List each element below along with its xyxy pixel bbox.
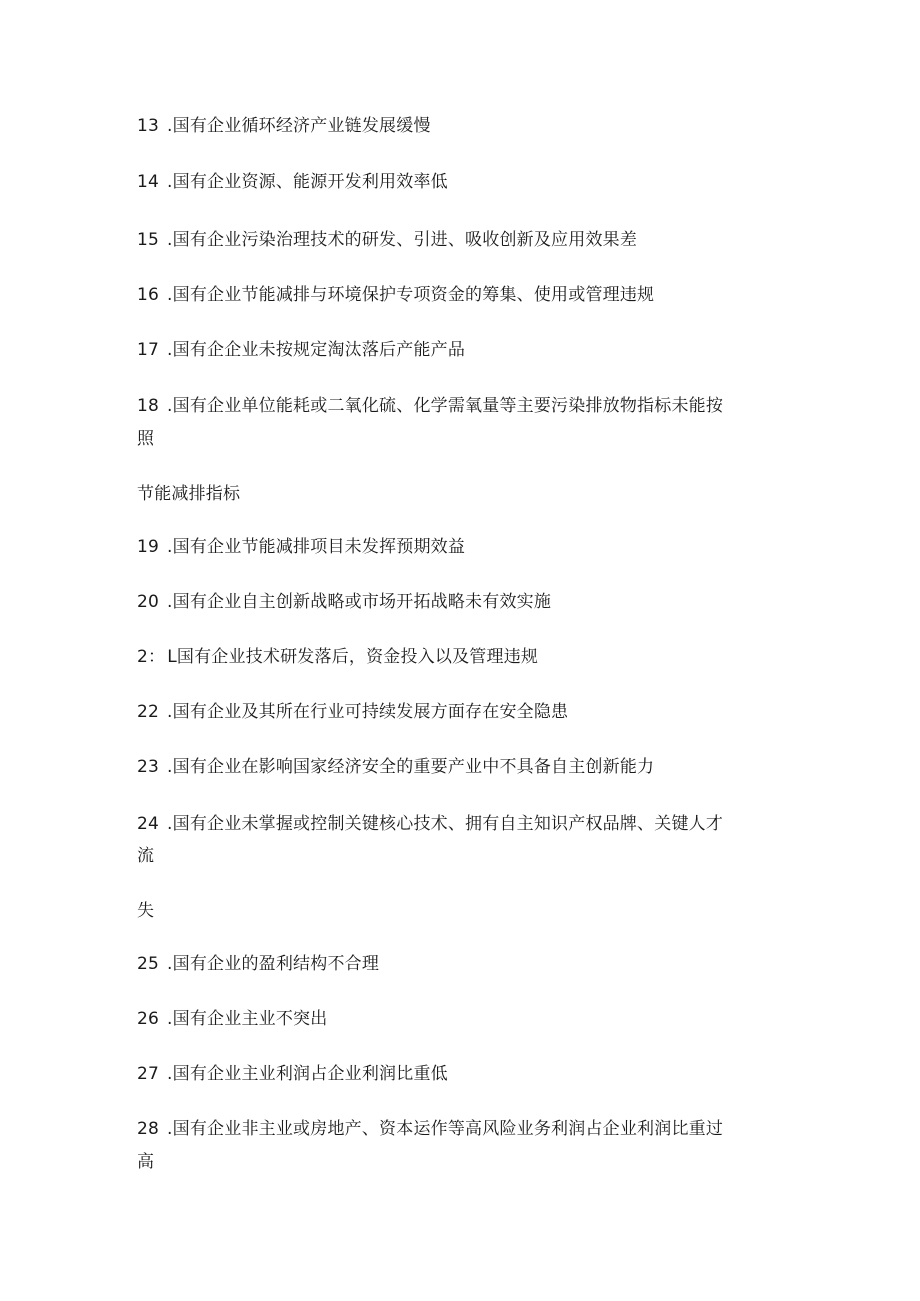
- item-separator: .: [167, 537, 173, 557]
- list-item-21: [137, 646, 538, 668]
- item-number: 26: [137, 1009, 160, 1029]
- item-separator: .: [167, 230, 173, 250]
- item-separator: .: [167, 954, 173, 974]
- item-separator: .: [167, 340, 173, 360]
- item-text: 国有企业资源、能源开发利用效率低: [172, 172, 448, 192]
- item-number: 17: [137, 340, 160, 360]
- list-item-25: [137, 953, 379, 975]
- item-separator: .: [167, 1064, 173, 1084]
- item-number: 27: [137, 1064, 160, 1084]
- item-text: 国有企业污染治理技术的研发、引进、吸收创新及应用效果差: [172, 230, 638, 250]
- item-text: 国有企业非主业或房地产、资本运作等高风险业务利润占企业利润比重过: [172, 1119, 724, 1139]
- list-item-27: [137, 1063, 448, 1085]
- item-text: 国有企业循环经济产业链发展缓慢: [172, 116, 431, 136]
- item-text: 国有企业主业不突出: [172, 1009, 328, 1029]
- item-number: 23: [137, 757, 160, 777]
- list-item-15: [137, 229, 637, 251]
- item-separator: L: [167, 647, 177, 667]
- list-item-24: [137, 813, 723, 835]
- item-number: 2：: [137, 647, 166, 667]
- item-text: 国有企业自主创新战略或市场开拓战略未有效实施: [172, 592, 552, 612]
- item-number: 20: [137, 592, 160, 612]
- item-separator: .: [167, 396, 173, 416]
- item-text: 国有企企业未按规定淘汰落后产能产品: [172, 340, 466, 360]
- list-item-18: [137, 395, 723, 417]
- item-separator: .: [167, 116, 173, 136]
- item-number: 24: [137, 814, 160, 834]
- list-item-20: [137, 591, 551, 613]
- item-text: 国有企业的盈利结构不合理: [172, 954, 380, 974]
- item-text: 节能减排指标: [137, 484, 241, 504]
- list-item-16: [137, 284, 654, 306]
- item-text: 国有企业节能减排项目未发挥预期效益: [172, 537, 466, 557]
- item-text: 失: [137, 901, 155, 921]
- item-text: 国有企业节能减排与环境保护专项资金的筹集、使用或管理违规: [172, 285, 655, 305]
- list-item-22: [137, 701, 568, 723]
- item-text: 国有企业在影响国家经济安全的重要产业中不具备自主创新能力: [172, 757, 655, 777]
- item-text: 国有企业主业利润占企业利润比重低: [172, 1064, 448, 1084]
- item-text: 国有企业技术研发落后，资金投入以及管理违规: [176, 647, 539, 667]
- item-number: 28: [137, 1119, 160, 1139]
- item-separator: .: [167, 702, 173, 722]
- list-item-28: [137, 1118, 723, 1140]
- item-separator: .: [167, 592, 173, 612]
- list-item-24-continuation: [137, 845, 154, 867]
- item-separator: .: [167, 757, 173, 777]
- list-item-19: [137, 536, 465, 558]
- item-number: 16: [137, 285, 160, 305]
- item-number: 18: [137, 396, 160, 416]
- item-text: 照: [137, 429, 155, 449]
- item-text: 流: [137, 846, 155, 866]
- item-text: 国有企业单位能耗或二氧化硫、化学需氧量等主要污染排放物指标未能按: [172, 396, 724, 416]
- item-separator: .: [167, 1009, 173, 1029]
- list-item-23: [137, 756, 654, 778]
- list-item-13: [137, 115, 431, 137]
- list-item-14: [137, 171, 448, 193]
- item-separator: .: [167, 172, 173, 192]
- item-text: 高: [137, 1152, 155, 1172]
- list-item-18-continuation: [137, 428, 154, 450]
- item-text: 国有企业未掌握或控制关键核心技术、拥有自主知识产权品牌、关键人才: [172, 814, 724, 834]
- list-item-24-continuation-2: [137, 900, 154, 922]
- item-number: 25: [137, 954, 160, 974]
- list-item-28-continuation: [137, 1151, 154, 1173]
- item-number: 14: [137, 172, 160, 192]
- item-number: 15: [137, 230, 160, 250]
- list-item-17: [137, 339, 465, 361]
- item-text: 国有企业及其所在行业可持续发展方面存在安全隐患: [172, 702, 569, 722]
- list-item-18-continuation-2: [137, 483, 240, 505]
- item-number: 19: [137, 537, 160, 557]
- item-number: 22: [137, 702, 160, 722]
- item-separator: .: [167, 1119, 173, 1139]
- item-separator: .: [167, 285, 173, 305]
- item-separator: .: [167, 814, 173, 834]
- list-item-26: [137, 1008, 327, 1030]
- item-number: 13: [137, 116, 160, 136]
